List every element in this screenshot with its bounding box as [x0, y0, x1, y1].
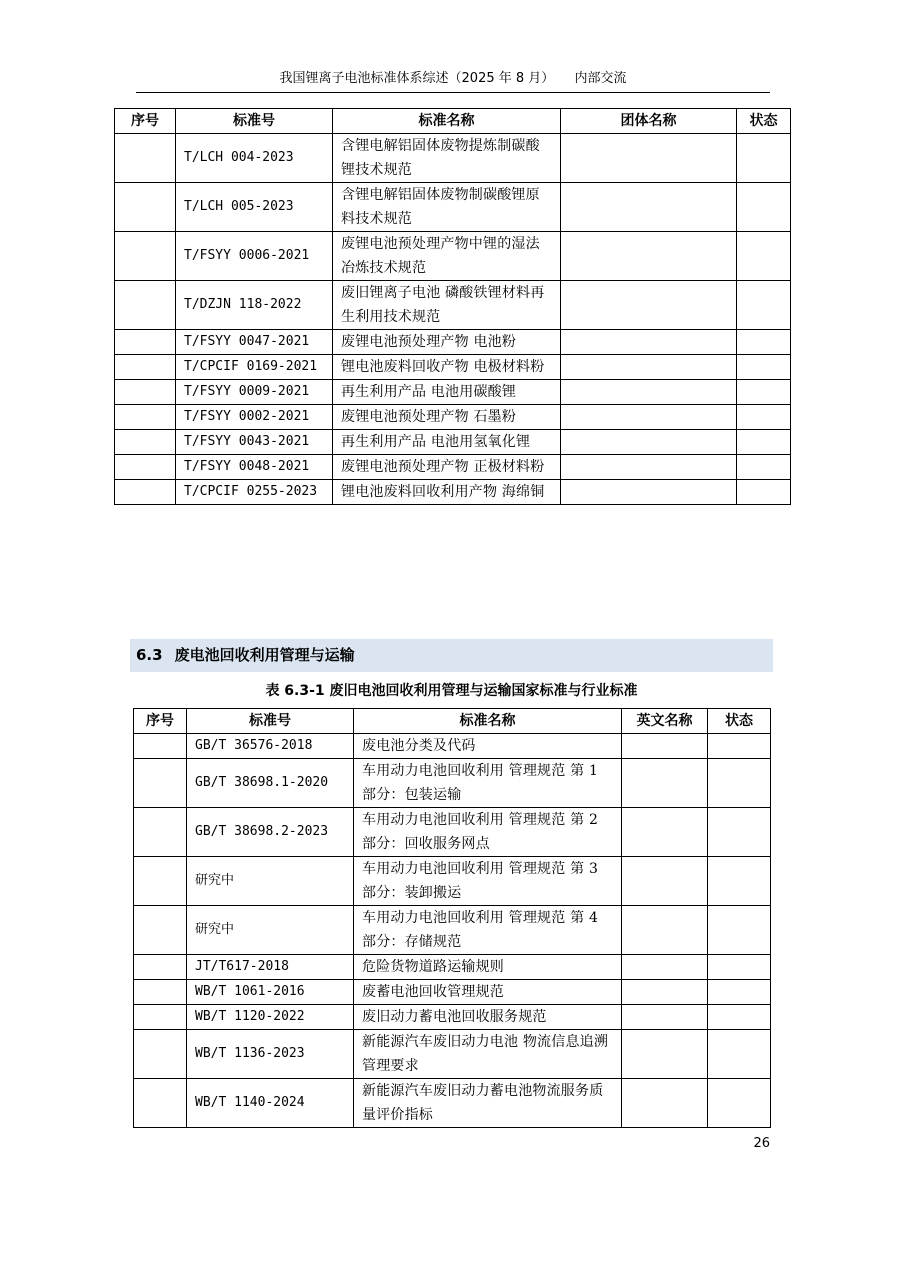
cell-status [708, 980, 771, 1005]
cell-standard-name: 车用动力电池回收利用 管理规范 第 3 部分：装卸搬运 [354, 857, 622, 906]
col-header-status: 状态 [737, 109, 791, 134]
cell-empty [622, 759, 708, 808]
col-header-index: 序号 [134, 709, 187, 734]
table-national-industry-standards [133, 708, 771, 1128]
cell-status [708, 808, 771, 857]
cell-standard-name: 废锂电池预处理产物中锂的湿法冶炼技术规范 [333, 232, 561, 281]
table-row [115, 455, 791, 480]
cell-empty [561, 330, 737, 355]
table-row [134, 1005, 771, 1030]
section-title: 废电池回收利用管理与运输 [174, 646, 355, 664]
cell-standard-name: 锂电池废料回收产物 电极材料粉 [333, 355, 561, 380]
cell-index [134, 955, 187, 980]
cell-empty [561, 281, 737, 330]
cell-status [708, 857, 771, 906]
cell-status [708, 906, 771, 955]
cell-index [115, 355, 176, 380]
cell-standard-code: T/FSYY 0047-2021 [176, 330, 333, 355]
col-header-english: 英文名称 [622, 709, 708, 734]
cell-standard-name: 新能源汽车废旧动力蓄电池物流服务质量评价指标 [354, 1079, 622, 1128]
cell-standard-code: T/CPCIF 0255-2023 [176, 480, 333, 505]
cell-standard-code: T/CPCIF 0169-2021 [176, 355, 333, 380]
cell-standard-code: T/FSYY 0048-2021 [176, 455, 333, 480]
header-title: 我国锂离子电池标准体系综述（2025 年 8 月） [279, 71, 555, 86]
cell-index [134, 1030, 187, 1079]
cell-index [115, 455, 176, 480]
cell-standard-code: 研究中 [187, 906, 354, 955]
cell-standard-name: 废电池分类及代码 [354, 734, 622, 759]
cell-empty [622, 980, 708, 1005]
table-row [115, 430, 791, 455]
cell-standard-code: T/FSYY 0043-2021 [176, 430, 333, 455]
cell-standard-name: 车用动力电池回收利用 管理规范 第 2 部分：回收服务网点 [354, 808, 622, 857]
table-row [134, 980, 771, 1005]
cell-standard-code: WB/T 1136-2023 [187, 1030, 354, 1079]
cell-status [708, 1030, 771, 1079]
col-header-code: 标准号 [176, 109, 333, 134]
cell-status [737, 232, 791, 281]
col-header-code: 标准号 [187, 709, 354, 734]
cell-empty [561, 134, 737, 183]
cell-empty [561, 455, 737, 480]
cell-standard-name: 危险货物道路运输规则 [354, 955, 622, 980]
cell-empty [622, 1005, 708, 1030]
cell-status [737, 430, 791, 455]
table-row [115, 330, 791, 355]
cell-empty [561, 232, 737, 281]
cell-standard-name: 车用动力电池回收利用 管理规范 第 1 部分：包装运输 [354, 759, 622, 808]
cell-standard-name: 含锂电解铝固体废物提炼制碳酸锂技术规范 [333, 134, 561, 183]
table-row [115, 380, 791, 405]
table-row [134, 734, 771, 759]
cell-empty [561, 355, 737, 380]
cell-standard-code: T/LCH 004-2023 [176, 134, 333, 183]
cell-index [134, 980, 187, 1005]
col-header-index: 序号 [115, 109, 176, 134]
table-row [134, 955, 771, 980]
table-row [115, 134, 791, 183]
table-row [115, 355, 791, 380]
table-row [115, 232, 791, 281]
cell-standard-code: WB/T 1140-2024 [187, 1079, 354, 1128]
section-heading [130, 639, 773, 672]
cell-standard-code: GB/T 38698.2-2023 [187, 808, 354, 857]
cell-empty [622, 808, 708, 857]
cell-index [115, 380, 176, 405]
table-group-standards [114, 108, 791, 505]
cell-status [737, 380, 791, 405]
cell-index [134, 1079, 187, 1128]
cell-index [115, 134, 176, 183]
table-row [134, 759, 771, 808]
cell-index [134, 1005, 187, 1030]
col-header-name: 标准名称 [354, 709, 622, 734]
cell-empty [561, 480, 737, 505]
cell-standard-name: 含锂电解铝固体废物制碳酸锂原料技术规范 [333, 183, 561, 232]
cell-status [737, 355, 791, 380]
cell-status [708, 1079, 771, 1128]
cell-empty [622, 734, 708, 759]
col-header-org: 团体名称 [561, 109, 737, 134]
cell-status [708, 1005, 771, 1030]
section-number: 6.3 [136, 646, 163, 664]
header-note: 内部交流 [574, 71, 627, 86]
cell-empty [622, 1030, 708, 1079]
table-row [134, 808, 771, 857]
cell-status [708, 955, 771, 980]
cell-standard-name: 车用动力电池回收利用 管理规范 第 4 部分：存储规范 [354, 906, 622, 955]
cell-standard-name: 废锂电池预处理产物 正极材料粉 [333, 455, 561, 480]
table-row [115, 281, 791, 330]
cell-standard-code: T/FSYY 0006-2021 [176, 232, 333, 281]
table-row [134, 906, 771, 955]
cell-status [737, 405, 791, 430]
cell-standard-code: WB/T 1061-2016 [187, 980, 354, 1005]
cell-empty [622, 1079, 708, 1128]
cell-index [115, 430, 176, 455]
table-caption: 表 6.3-1 废旧电池回收利用管理与运输国家标准与行业标准 [265, 683, 638, 699]
cell-empty [622, 906, 708, 955]
table-row [134, 1079, 771, 1128]
cell-status [737, 480, 791, 505]
cell-index [134, 906, 187, 955]
cell-index [115, 480, 176, 505]
cell-empty [561, 430, 737, 455]
cell-standard-name: 锂电池废料回收利用产物 海绵铜 [333, 480, 561, 505]
cell-standard-name: 废锂电池预处理产物 石墨粉 [333, 405, 561, 430]
cell-standard-name: 再生利用产品 电池用氢氧化锂 [333, 430, 561, 455]
running-header [136, 66, 770, 93]
cell-standard-name: 再生利用产品 电池用碳酸锂 [333, 380, 561, 405]
cell-standard-name: 新能源汽车废旧动力电池 物流信息追溯管理要求 [354, 1030, 622, 1079]
table-header-row [115, 109, 791, 134]
cell-status [708, 759, 771, 808]
cell-standard-code: T/LCH 005-2023 [176, 183, 333, 232]
cell-status [737, 134, 791, 183]
page-number: 26 [753, 1136, 770, 1151]
cell-standard-code: 研究中 [187, 857, 354, 906]
col-header-status: 状态 [708, 709, 771, 734]
cell-standard-code: JT/T617-2018 [187, 955, 354, 980]
cell-index [134, 857, 187, 906]
cell-status [708, 734, 771, 759]
cell-standard-name: 废锂电池预处理产物 电池粉 [333, 330, 561, 355]
cell-standard-code: T/FSYY 0009-2021 [176, 380, 333, 405]
cell-index [115, 232, 176, 281]
cell-standard-name: 废旧锂离子电池 磷酸铁锂材料再生利用技术规范 [333, 281, 561, 330]
cell-standard-code: GB/T 36576-2018 [187, 734, 354, 759]
cell-index [134, 808, 187, 857]
cell-index [134, 734, 187, 759]
table-row [134, 1030, 771, 1079]
cell-status [737, 330, 791, 355]
cell-index [115, 330, 176, 355]
cell-standard-code: WB/T 1120-2022 [187, 1005, 354, 1030]
table-row [115, 183, 791, 232]
cell-index [115, 183, 176, 232]
cell-empty [622, 955, 708, 980]
cell-empty [561, 183, 737, 232]
table-row [115, 405, 791, 430]
table-row [134, 857, 771, 906]
cell-empty [561, 405, 737, 430]
cell-standard-name: 废蓄电池回收管理规范 [354, 980, 622, 1005]
table-header-row [134, 709, 771, 734]
cell-standard-name: 废旧动力蓄电池回收服务规范 [354, 1005, 622, 1030]
table-row [115, 480, 791, 505]
cell-empty [622, 857, 708, 906]
cell-index [134, 759, 187, 808]
col-header-name: 标准名称 [333, 109, 561, 134]
cell-standard-code: GB/T 38698.1-2020 [187, 759, 354, 808]
cell-status [737, 455, 791, 480]
cell-empty [561, 380, 737, 405]
cell-standard-code: T/FSYY 0002-2021 [176, 405, 333, 430]
cell-status [737, 183, 791, 232]
cell-status [737, 281, 791, 330]
cell-standard-code: T/DZJN 118-2022 [176, 281, 333, 330]
cell-index [115, 405, 176, 430]
cell-index [115, 281, 176, 330]
